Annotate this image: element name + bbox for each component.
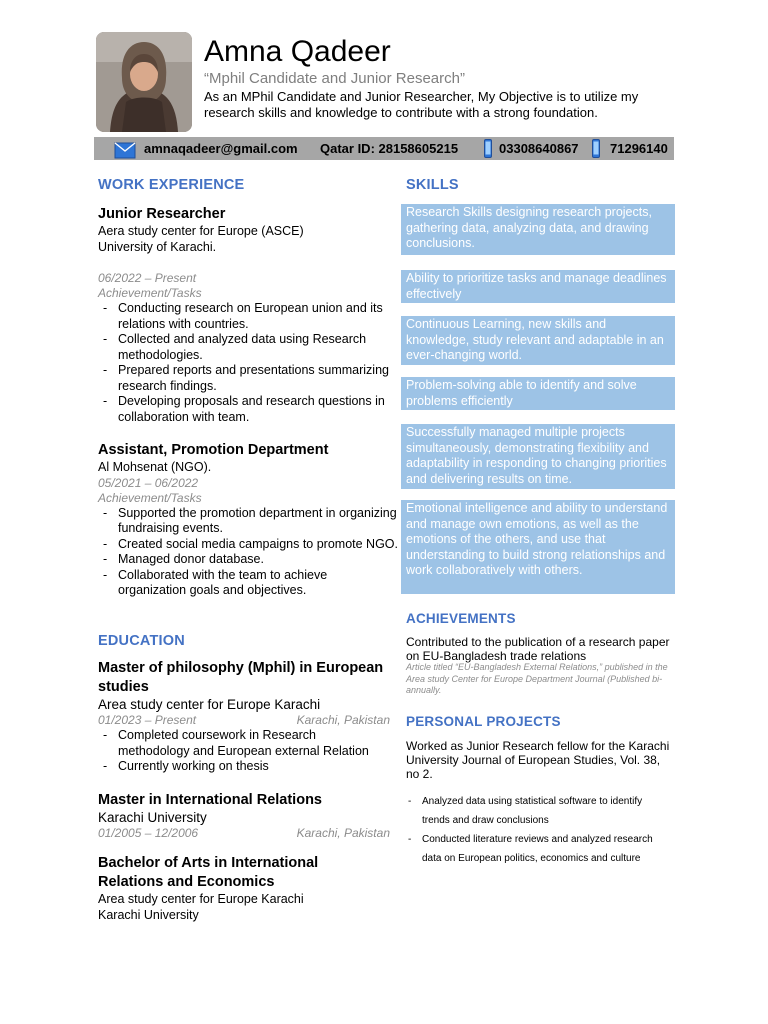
- list-item: - Prepared reports and presentations summarizing research findings.: [98, 363, 398, 394]
- skill-item: Research Skills designing research projects, gathering data, analyzing data, and drawing conclusions.: [401, 204, 675, 255]
- phone-number-1[interactable]: 03308640867: [499, 141, 579, 156]
- phone-icon: [592, 139, 600, 162]
- phone-number-2[interactable]: 71296140: [610, 141, 668, 156]
- degree-title: Bachelor of Arts in International Relations and Economics: [98, 855, 319, 890]
- envelope-icon: [114, 138, 136, 161]
- email-address[interactable]: amnaqadeer@gmail.com: [144, 141, 298, 156]
- job-entry: [98, 441, 398, 599]
- list-item: - Conducted literature reviews and analyzed research data on European politics, economics and culture: [406, 830, 670, 868]
- achievements-heading: ACHIEVEMENTS: [406, 611, 516, 626]
- education-notes: [98, 728, 390, 775]
- education-heading: EDUCATION: [98, 633, 185, 649]
- job-role: Junior Researcher: [98, 206, 226, 222]
- list-item: - Analyzed data using statistical software to identify trends and draw conclusions: [406, 792, 670, 830]
- list-item: - Collaborated with the team to achieve organization goals and objectives.: [98, 568, 398, 599]
- phone-icon: [484, 139, 492, 162]
- profile-photo: [96, 32, 192, 132]
- qatar-id: Qatar ID: 28158605215: [320, 141, 459, 156]
- contact-bar: [94, 137, 674, 160]
- skill-item: Continuous Learning, new skills and knowledge, study relevant and adaptable in an ever-changing world.: [401, 316, 675, 365]
- skill-item: Ability to prioritize tasks and manage deadlines effectively: [401, 270, 675, 303]
- work-experience-heading: WORK EXPERIENCE: [98, 177, 245, 193]
- project-text: Worked as Junior Research fellow for the Karachi University Journal of European Studies, Vol. 38, no 2.: [406, 739, 670, 781]
- list-item: - Completed coursework in Research methodology and European external Relation: [98, 728, 390, 759]
- candidate-subtitle: “Mphil Candidate and Junior Research”: [204, 70, 465, 87]
- list-item: - Created social media campaigns to promote NGO.: [98, 537, 398, 553]
- skill-item: Problem-solving able to identify and solve problems efficiently: [401, 377, 675, 410]
- task-list: [98, 506, 398, 599]
- job-dates: 05/2021 – 06/2022: [98, 475, 199, 490]
- objective-statement: As an MPhil Candidate and Junior Researcher, My Objective is to utilize my research skills and knowledge to contribute with a strong foundation.: [204, 89, 639, 120]
- task-list: [98, 301, 398, 425]
- job-organization-2: University of Karachi.: [98, 239, 217, 254]
- list-item: - Supported the promotion department in organizing fundraising events.: [98, 506, 398, 537]
- list-item: - Conducting research on European union and its relations with countries.: [98, 301, 398, 332]
- list-item: - Managed donor database.: [98, 552, 398, 568]
- education-entry: [98, 791, 390, 841]
- job-dates: 06/2022 – Present: [98, 271, 197, 285]
- education-entry: [98, 659, 390, 775]
- degree-title: Master in International Relations: [98, 792, 322, 808]
- school-name-2: Karachi University: [98, 907, 199, 922]
- tasks-label: Achievement/Tasks: [98, 490, 202, 505]
- education-location: Karachi, Pakistan: [296, 826, 390, 840]
- job-organization: Aera study center for Europe (ASCE): [98, 224, 304, 238]
- degree-title: Master of philosophy (Mphil) in European studies: [98, 660, 384, 695]
- education-location: Karachi, Pakistan: [296, 713, 390, 727]
- job-entry: [98, 205, 398, 425]
- skills-heading: SKILLS: [406, 177, 459, 193]
- education-dates: 01/2005 – 12/2006: [98, 826, 199, 840]
- school-name: Area study center for Europe Karachi: [98, 697, 321, 712]
- education-dates: 01/2023 – Present: [98, 713, 197, 727]
- list-item: - Currently working on thesis: [98, 759, 390, 775]
- candidate-name: Amna Qadeer: [204, 35, 391, 68]
- project-list: [406, 792, 670, 868]
- skill-item: Successfully managed multiple projects simultaneously, demonstrating flexibility and adaptability in responding to changing priorities and delivering results on time.: [401, 424, 675, 489]
- personal-projects-heading: PERSONAL PROJECTS: [406, 714, 561, 729]
- list-item: - Collected and analyzed data using Research methodologies.: [98, 332, 398, 363]
- education-entry: [98, 854, 358, 923]
- skill-item: Emotional intelligence and ability to understand and manage own emotions, as well as the emotions of the others, and use that understanding to build strong relationships and work collaboratively with others.: [401, 500, 675, 594]
- achievement-text: Contributed to the publication of a research paper on EU-Bangladesh trade relations: [406, 635, 670, 663]
- achievement-note: Article titled “EU-Bangladesh External Relations,” published in the Area study Center for Europe Department Journal (Published bi-annually.: [406, 662, 668, 695]
- job-role: Assistant, Promotion Department: [98, 442, 329, 458]
- school-name: Karachi University: [98, 810, 207, 825]
- job-organization: Al Mohsenat (NGO).: [98, 460, 212, 474]
- school-name: Area study center for Europe Karachi: [98, 892, 304, 906]
- list-item: - Developing proposals and research questions in collaboration with team.: [98, 394, 398, 425]
- tasks-label: Achievement/Tasks: [98, 286, 202, 300]
